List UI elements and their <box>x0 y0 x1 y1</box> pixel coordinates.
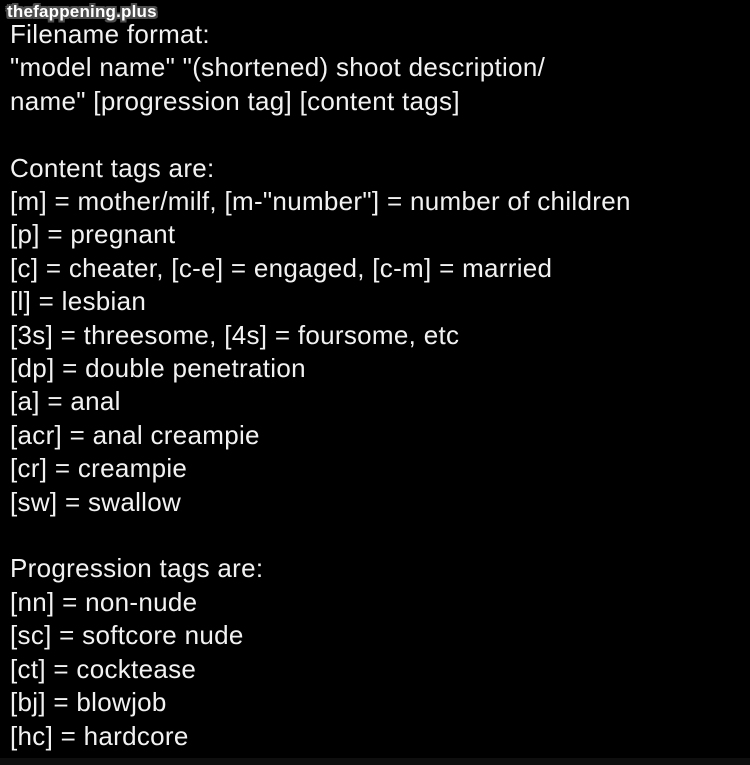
progression-tag-line: [hc] = hardcore <box>10 720 189 751</box>
progression-tags-section <box>10 552 744 752</box>
blank-line <box>10 519 744 552</box>
content-tags-title: Content tags are: <box>10 152 215 183</box>
note-content <box>10 18 744 753</box>
content-tag-line: [m] = mother/milf, [m-"number"] = number of children <box>10 186 631 217</box>
content-tag-line: [l] = lesbian <box>10 286 147 317</box>
filename-format-section <box>10 18 744 118</box>
content-tag-line: [p] = pregnant <box>10 219 176 250</box>
content-tag-line: [3s] = threesome, [4s] = foursome, etc <box>10 319 460 350</box>
content-tag-line: [dp] = double penetration <box>10 353 306 384</box>
content-tag-line: [acr] = anal creampie <box>10 419 260 450</box>
progression-tags-title: Progression tags are: <box>10 553 264 584</box>
content-tag-line: [sw] = swallow <box>10 486 182 517</box>
bottom-edge-strip <box>0 758 750 765</box>
content-tag-line: [cr] = creampie <box>10 453 188 484</box>
content-tag-line: [c] = cheater, [c-e] = engaged, [c-m] = married <box>10 252 553 283</box>
progression-tag-line: [ct] = cocktease <box>10 653 197 684</box>
filename-format-line: name" [progression tag] [content tags] <box>10 85 460 116</box>
progression-tag-line: [bj] = blowjob <box>10 687 167 718</box>
progression-tag-line: [sc] = softcore nude <box>10 620 244 651</box>
progression-tag-line: [nn] = non-nude <box>10 586 198 617</box>
content-tag-line: [a] = anal <box>10 386 121 417</box>
blank-line <box>10 118 744 151</box>
content-tags-section <box>10 152 744 519</box>
filename-format-line: "model name" "(shortened) shoot description/ <box>10 52 546 83</box>
filename-section-title: Filename format: <box>10 19 210 49</box>
watermark: thefappening.plus <box>7 2 157 21</box>
